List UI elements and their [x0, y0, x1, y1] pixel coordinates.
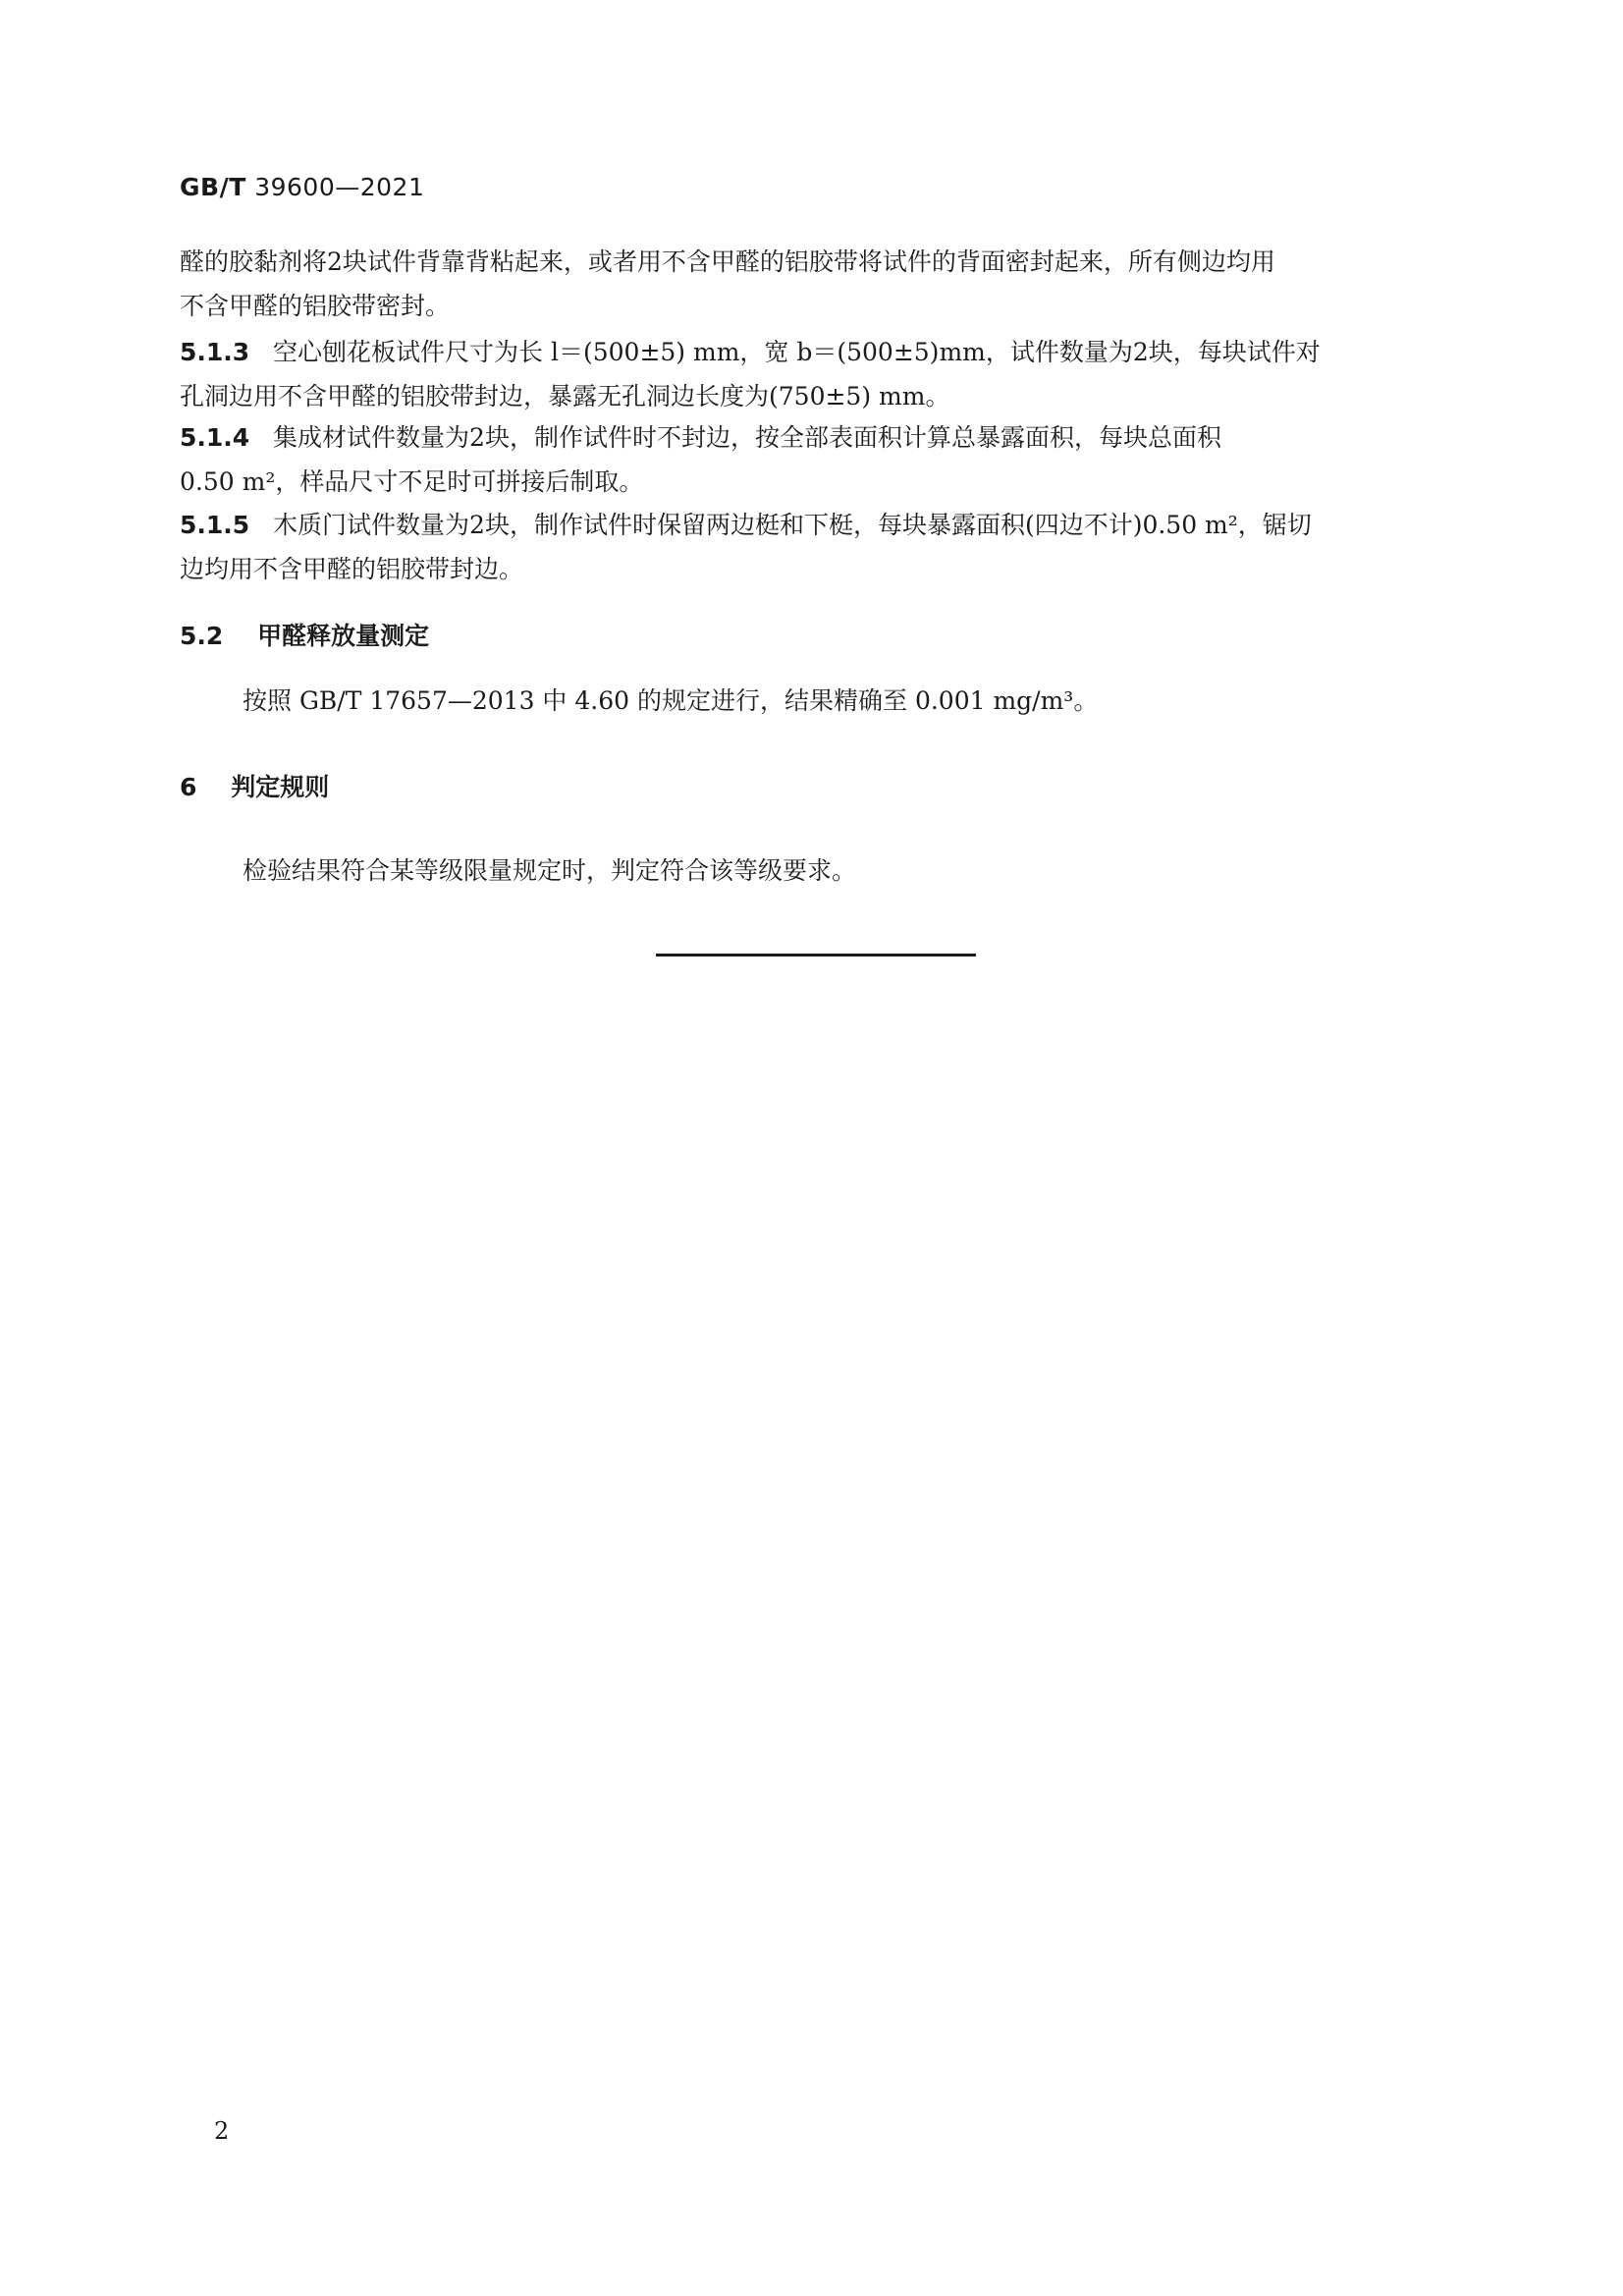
clause-5-1-5 — [180, 503, 1446, 591]
clause-number: 5.1.3 — [180, 338, 250, 366]
section-6-heading — [180, 768, 329, 803]
section-title: 判定规则 — [231, 773, 330, 801]
section-title: 甲醛释放量测定 — [257, 622, 430, 650]
text-line: 空心刨花板试件尺寸为长 l＝(500±5) mm，宽 b＝(500±5)mm，试件数量为2块，每块试件对 — [273, 338, 1321, 366]
text-line: 醛的胶黏剂将2块试件背靠背粘起来，或者用不含甲醛的铝胶带将试件的背面密封起来，所有侧边均用 — [180, 247, 1275, 276]
text-line: 孔洞边用不含甲醛的铝胶带封边，暴露无孔洞边长度为(750±5) mm。 — [180, 382, 950, 410]
clause-number: 5.1.4 — [180, 423, 250, 452]
page-number: 2 — [214, 2117, 230, 2145]
clause-number: 5.1.5 — [180, 511, 250, 539]
text-line: 木质门试件数量为2块，制作试件时保留两边梃和下梃，每块暴露面积(四边不计)0.50 m²，锯切 — [273, 511, 1312, 539]
section-number: 5.2 — [180, 622, 224, 650]
section-5-2-heading — [180, 617, 429, 652]
end-divider — [656, 954, 976, 957]
text-line: 边均用不含甲醛的铝胶带封边。 — [180, 555, 524, 583]
paragraph-continued — [180, 240, 1446, 328]
section-number: 6 — [180, 773, 197, 801]
section-6-body: 检验结果符合某等级限量规定时，判定符合该等级要求。 — [243, 856, 857, 885]
section-5-2-body: 按照 GB/T 17657—2013 中 4.60 的规定进行，结果精确至 0.001 mg/m³。 — [243, 686, 1099, 715]
clause-5-1-4 — [180, 415, 1446, 504]
document-header — [180, 173, 424, 201]
text-line: 不含甲醛的铝胶带密封。 — [180, 292, 451, 320]
standard-prefix: GB/T — [180, 173, 246, 201]
clause-5-1-3 — [180, 330, 1446, 418]
text-line: 0.50 m²，样品尺寸不足时可拼接后制取。 — [180, 467, 644, 496]
text-line: 集成材试件数量为2块，制作试件时不封边，按全部表面积计算总暴露面积，每块总面积 — [273, 423, 1221, 452]
standard-number: 39600—2021 — [254, 173, 425, 201]
